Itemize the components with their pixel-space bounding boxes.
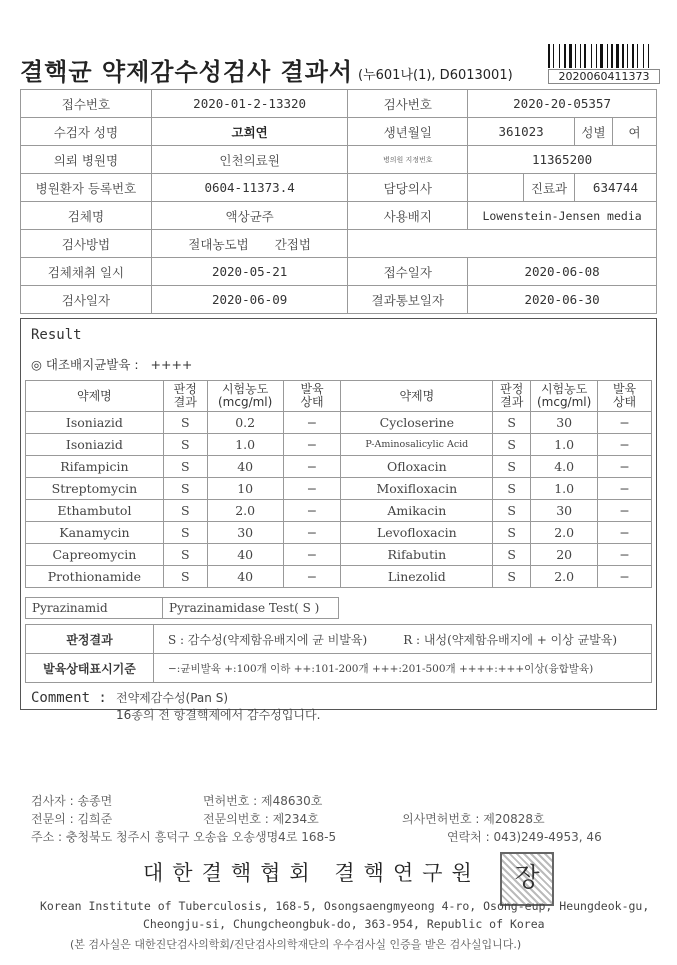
barcode-bar: [620, 44, 621, 68]
drug-drug-cell: Amikacin: [341, 500, 493, 522]
drug-growth-cell: −: [283, 544, 341, 566]
test-no-label: 검사번호: [348, 90, 468, 118]
drug-growth-cell: −: [283, 566, 341, 588]
header-judge: 판정 결과: [493, 381, 531, 412]
drug-conc-cell: 40: [207, 566, 283, 588]
drug-judge-cell: S: [493, 434, 531, 456]
drug-growth-cell: −: [598, 522, 652, 544]
info-row: [21, 286, 657, 314]
barcode-bar: [632, 44, 634, 68]
birth-label: 생년월일: [348, 118, 468, 146]
barcode-bar: [573, 44, 574, 68]
judge-s: S : 감수성(약제함유배지에 균 비발육): [168, 632, 368, 647]
drug-row: [26, 478, 652, 500]
barcode-bar: [645, 44, 647, 68]
received-date: 2020-06-08: [468, 258, 657, 286]
hospital-code: 11365200: [468, 146, 657, 174]
sex-label: 성별: [575, 118, 613, 146]
method-2: 간접법: [274, 236, 311, 252]
drug-judge-cell: S: [163, 434, 207, 456]
hospital-label: 의뢰 병원명: [21, 146, 152, 174]
barcode-bar: [629, 44, 631, 68]
drug-judge-cell: S: [163, 544, 207, 566]
drug-conc-cell: 40: [207, 456, 283, 478]
drug-drug-cell: Prothionamide: [26, 566, 164, 588]
barcode-bar: [584, 44, 586, 68]
media-value: Lowenstein-Jensen media: [468, 202, 657, 230]
drug-drug-cell: Linezolid: [341, 566, 493, 588]
collection-label: 검체채취 일시: [21, 258, 152, 286]
seal-character: 장: [514, 863, 540, 893]
drug-row: [26, 522, 652, 544]
pyrazinamid-table: [25, 597, 339, 619]
control-growth-label: ◎ 대조배지균발육 :: [31, 357, 139, 372]
document-title: 결핵균 약제감수성검사 결과서: [20, 58, 354, 86]
test-date-label: 검사일자: [21, 286, 152, 314]
drug-conc-cell: 1.0: [207, 434, 283, 456]
drug-judge-cell: S: [493, 522, 531, 544]
drug-judge-cell: S: [493, 566, 531, 588]
registration-label: 병원환자 등록번호: [21, 174, 152, 202]
drug-growth-cell: −: [598, 412, 652, 434]
drug-growth-cell: −: [598, 478, 652, 500]
judge-r: R : 내성(약제함유배지에 + 이상 균발육): [403, 632, 618, 647]
drug-drug-cell: Ofloxacin: [341, 456, 493, 478]
drug-row: [26, 500, 652, 522]
comment-label: Comment :: [31, 690, 107, 706]
document-code: (누601나(1), D6013001): [358, 68, 513, 83]
drug-row: [26, 456, 652, 478]
drug-conc-cell: 1.0: [531, 478, 598, 500]
drug-judge-cell: S: [163, 456, 207, 478]
legend-row: [26, 654, 652, 683]
barcode-bar: [607, 44, 608, 68]
method-1: 절대농도법: [188, 236, 249, 252]
doctor-label: 담당의사: [348, 174, 468, 202]
header-drug: 약제명: [341, 381, 493, 412]
drug-judge-cell: S: [163, 412, 207, 434]
drug-conc-cell: 30: [531, 500, 598, 522]
media-label: 사용배지: [348, 202, 468, 230]
barcode-bar: [596, 44, 597, 68]
address-english-1: Korean Institute of Tuberculosis, 168-5, Osongsaengmyeong 4-ro, Osong-eup, Heungdeok-gu,: [40, 899, 650, 913]
drug-growth-cell: −: [283, 522, 341, 544]
test-date: 2020-06-09: [151, 286, 348, 314]
drug-drug-cell: Isoniazid: [26, 412, 164, 434]
drug-judge-cell: S: [493, 544, 531, 566]
organization-name: 대한결핵협회 결핵연구원: [143, 861, 481, 885]
barcode-bar: [593, 44, 595, 68]
barcode-bar: [614, 44, 615, 68]
drug-drug-cell: P-Aminosalicylic Acid: [341, 434, 493, 456]
barcode-bar: [598, 44, 599, 68]
phone: 연락처 : 043)249-4953, 46: [447, 830, 602, 844]
sex-value: 여: [612, 118, 656, 146]
drug-row: [26, 566, 652, 588]
barcode-bar: [580, 44, 581, 68]
drug-growth-cell: −: [598, 434, 652, 456]
drug-conc-cell: 0.2: [207, 412, 283, 434]
barcode-bar: [567, 44, 568, 68]
birth-date: 361023: [468, 118, 575, 146]
drug-row: [26, 434, 652, 456]
report-label: 결과통보일자: [348, 286, 468, 314]
growth-legend-label: 발육상태표시기준: [26, 654, 154, 683]
drug-judge-cell: S: [163, 566, 207, 588]
drug-conc-cell: 4.0: [531, 456, 598, 478]
drug-conc-cell: 30: [531, 412, 598, 434]
drug-conc-cell: 2.0: [531, 522, 598, 544]
growth-legend-text: −:균비발육 +:100개 이하 ++:101-200개 +++:201-500개 ++++:+++이상(융합발육): [154, 654, 652, 683]
drug-drug-cell: Cycloserine: [341, 412, 493, 434]
comment-line-1: 전약제감수성(Pan S): [116, 691, 229, 705]
legend-row: [26, 625, 652, 654]
specimen-value: 액상균주: [151, 202, 348, 230]
barcode-bar: [591, 44, 592, 68]
barcode-bar: [627, 44, 628, 68]
header-drug: 약제명: [26, 381, 164, 412]
drug-drug-cell: Ethambutol: [26, 500, 164, 522]
drug-growth-cell: −: [598, 456, 652, 478]
barcode-bar: [582, 44, 583, 68]
drug-conc-cell: 10: [207, 478, 283, 500]
address: 주소 : 충청북도 청주시 흥덕구 오송읍 오송생명4로 168-5: [31, 830, 337, 844]
drug-growth-cell: −: [598, 566, 652, 588]
barcode-bar: [643, 44, 644, 68]
barcode: [548, 44, 656, 68]
drug-conc-cell: 20: [531, 544, 598, 566]
header-conc: 시험농도 (mcg/ml): [207, 381, 283, 412]
drug-table-header: [26, 381, 652, 412]
drug-conc-cell: 1.0: [531, 434, 598, 456]
control-growth-value: ++++: [150, 357, 193, 372]
drug-drug-cell: Isoniazid: [26, 434, 164, 456]
patient-name: 고희연: [151, 118, 348, 146]
barcode-bar: [551, 44, 552, 68]
comment-line-2: 16종의 전 항결핵제에서 감수성입니다.: [116, 708, 321, 722]
barcode-bar: [600, 44, 603, 68]
judge-legend-label: 판정결과: [26, 625, 154, 654]
barcode-bar: [564, 44, 566, 68]
barcode-bar: [616, 44, 619, 68]
barcode-bar: [625, 44, 626, 68]
registration-no: 0604-11373.4: [151, 174, 348, 202]
barcode-bar: [635, 44, 636, 68]
header-growth: 발육 상태: [283, 381, 341, 412]
header-conc: 시험농도 (mcg/ml): [531, 381, 598, 412]
drug-growth-cell: −: [283, 434, 341, 456]
barcode-bar: [548, 44, 550, 68]
specialist-number: 전문의번호 : 제234호: [203, 812, 319, 826]
drug-judge-cell: S: [163, 522, 207, 544]
drug-growth-cell: −: [283, 500, 341, 522]
certification-note: (본 검사실은 대한진단검사의학회/진단검사의학재단의 우수검사실 인증을 받은 검사실입니다.): [70, 938, 522, 951]
dept-label: 진료과: [524, 174, 575, 202]
drug-conc-cell: 30: [207, 522, 283, 544]
examiner: 검사자 : 송종면: [31, 794, 113, 808]
drug-drug-cell: Kanamycin: [26, 522, 164, 544]
dept-value: 634744: [575, 174, 657, 202]
method-values: [151, 230, 348, 258]
drug-growth-cell: −: [283, 456, 341, 478]
method-label: 검사방법: [21, 230, 152, 258]
barcode-bar: [609, 44, 610, 68]
barcode-bar: [604, 44, 606, 68]
barcode-bar: [637, 44, 638, 68]
barcode-bar: [648, 44, 649, 68]
drug-growth-cell: −: [598, 500, 652, 522]
drug-drug-cell: Levofloxacin: [341, 522, 493, 544]
address-english-2: Cheongju-si, Chungcheongbuk-do, 363-954, Republic of Korea: [143, 917, 545, 931]
control-growth: [31, 355, 192, 373]
drug-growth-cell: −: [598, 544, 652, 566]
doctor-name: [468, 174, 524, 202]
info-row: [21, 146, 657, 174]
pyrazinamid-row: [26, 598, 339, 619]
drug-drug-cell: Capreomycin: [26, 544, 164, 566]
legend-table: [25, 624, 652, 683]
barcode-bar: [569, 44, 572, 68]
drug-drug-cell: Streptomycin: [26, 478, 164, 500]
drug-judge-cell: S: [163, 500, 207, 522]
drug-conc-cell: 2.0: [207, 500, 283, 522]
drug-growth-cell: −: [283, 412, 341, 434]
barcode-bar: [559, 44, 560, 68]
drug-judge-cell: S: [493, 500, 531, 522]
pza-name: Pyrazinamid: [26, 598, 163, 619]
drug-judge-cell: S: [163, 478, 207, 500]
drug-conc-cell: 2.0: [531, 566, 598, 588]
reception-no-label: 접수번호: [21, 90, 152, 118]
drug-judge-cell: S: [493, 412, 531, 434]
drug-growth-cell: −: [283, 478, 341, 500]
header-growth: 발육 상태: [598, 381, 652, 412]
drug-row: [26, 412, 652, 434]
reception-no: 2020-01-2-13320: [151, 90, 348, 118]
info-row: [21, 90, 657, 118]
barcode-bar: [561, 44, 563, 68]
info-row: [21, 202, 657, 230]
drug-judge-cell: S: [493, 456, 531, 478]
pza-test: Pyrazinamidase Test( S ): [163, 598, 339, 619]
drug-drug-cell: Rifampicin: [26, 456, 164, 478]
drug-judge-cell: S: [493, 478, 531, 500]
hospital-name: 인천의료원: [151, 146, 348, 174]
drug-drug-cell: Rifabutin: [341, 544, 493, 566]
patient-info-table: [20, 89, 657, 314]
barcode-bar: [555, 44, 558, 68]
info-row: [21, 230, 657, 258]
specimen-label: 검체명: [21, 202, 152, 230]
barcode-bar: [575, 44, 576, 68]
specialist: 전문의 : 김희준: [31, 812, 113, 826]
patient-name-label: 수검자 성명: [21, 118, 152, 146]
barcode-bar: [577, 44, 579, 68]
barcode-bar: [553, 44, 554, 68]
examiner-license: 면허번호 : 제48630호: [203, 794, 323, 808]
report-date: 2020-06-30: [468, 286, 657, 314]
hospital-code-label: 병의원 지정번호: [348, 146, 468, 174]
barcode-bar: [650, 44, 652, 68]
barcode-bar: [622, 44, 624, 68]
test-no: 2020-20-05357: [468, 90, 657, 118]
barcode-bar: [611, 44, 613, 68]
header-judge: 판정 결과: [163, 381, 207, 412]
drug-drug-cell: Moxifloxacin: [341, 478, 493, 500]
collection-date: 2020-05-21: [151, 258, 348, 286]
info-row: [21, 258, 657, 286]
barcode-bar: [587, 44, 590, 68]
drug-conc-cell: 40: [207, 544, 283, 566]
doctor-license: 의사면허번호 : 제20828호: [402, 812, 545, 826]
method-blank: [348, 230, 657, 258]
drug-susceptibility-table: [25, 380, 652, 588]
info-row: [21, 174, 657, 202]
drug-row: [26, 544, 652, 566]
result-heading: Result: [31, 327, 82, 343]
received-label: 접수일자: [348, 258, 468, 286]
barcode-number: 2020060411373: [548, 69, 660, 84]
barcode-bar: [639, 44, 642, 68]
info-row: [21, 118, 657, 146]
judge-legend-values: [154, 625, 652, 654]
